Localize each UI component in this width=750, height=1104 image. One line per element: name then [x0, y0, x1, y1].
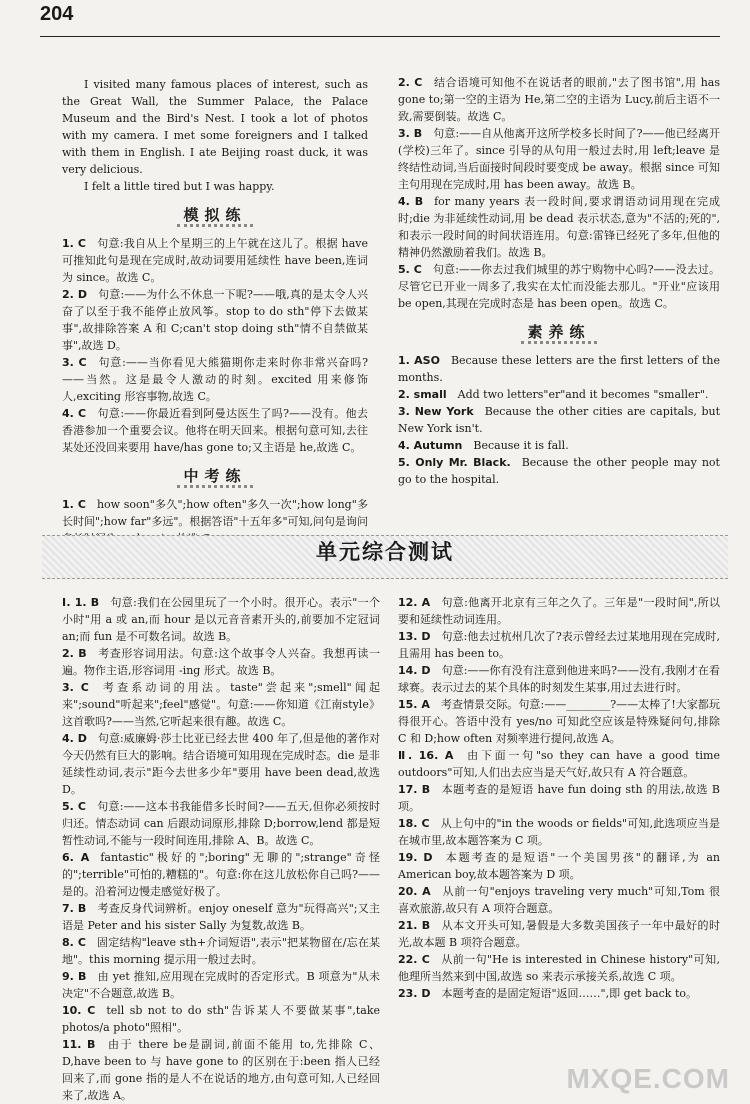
- answer-key: Ⅰ. 1. B: [62, 596, 100, 609]
- answer-key: 1. C: [62, 237, 87, 250]
- answer-explanation: Because the other cities are capitals, but New York isn't.: [398, 405, 720, 435]
- answer-item: [398, 454, 720, 488]
- answer-key: 2. small: [398, 388, 447, 401]
- answer-key: 18. C: [398, 817, 430, 830]
- answer-key: 3. C: [62, 356, 87, 369]
- answer-item: [62, 1002, 380, 1036]
- answer-explanation: 句意:他离开北京有三年之久了。三年是"一段时间",所以要和延续性动词连用。: [398, 596, 720, 626]
- answer-explanation: 句意:——这本书我能借多长时间?——五天,但你必须按时归还。情态动词 can 后跟动词原形,排除 D;borrow,lend 都是短暂性动词,不能与一段时间连用,排除 A、B。故选 C。: [62, 800, 380, 847]
- suyang-answer-list: [398, 352, 720, 488]
- answer-key: 3. New York: [398, 405, 474, 418]
- answer-key: 17. B: [398, 783, 431, 796]
- answer-explanation: 从上句中的"in the woods or fields"可知,此选项应当是在城市里,故本题答案为 C 项。: [398, 817, 720, 847]
- answer-item: [398, 74, 720, 125]
- answer-item: [398, 696, 720, 747]
- answer-key: 9. B: [62, 970, 87, 983]
- answer-item: [398, 193, 720, 261]
- page-number: 204: [40, 3, 74, 25]
- answer-explanation: 句意:——你最近看到阿曼达医生了吗?——没有。他去香港参加一个重要会议。他将在明天回来。根据句意可知,去往某处还没回来要用 have/has gone to;又主语是 he,故选 C。: [62, 407, 368, 454]
- answer-explanation: 结合语境可知他不在说话者的眼前,"去了图书馆",用 has gone to;第一空的主语为 He,第二空的主语为 Lucy,前后主语不一致,需要倒装。故选 C。: [398, 76, 720, 123]
- answer-key: 4. Autumn: [398, 439, 463, 452]
- answer-key: 6. A: [62, 851, 90, 864]
- section-title-zhongkao: 中考练: [62, 468, 368, 488]
- answer-item: [398, 815, 720, 849]
- answer-item: [62, 730, 380, 798]
- answer-key: 13. D: [398, 630, 431, 643]
- answer-key: 23. D: [398, 987, 431, 1000]
- answer-explanation: 从前一句"enjoys traveling very much"可知,Tom 很喜欢旅游,故只有 A 项符合题意。: [398, 885, 720, 915]
- answer-item: [62, 405, 368, 456]
- unit-test-title: 单元综合测试: [316, 540, 454, 564]
- answer-explanation: 句意:——你有没有注意到他进来吗?——没有,我刚才在看球赛。表示过去的某个具体的时刻发生某事,用过去进行时。: [398, 664, 720, 694]
- answer-explanation: 句意:他去过杭州几次了?表示曾经去过某地用现在完成时,且需用 has been to。: [398, 630, 720, 660]
- zhongkao-answer-list-continued: [398, 74, 720, 312]
- answer-key: 15. A: [398, 698, 430, 711]
- answer-item: [62, 1036, 380, 1104]
- answer-explanation: 从前一句"He is interested in Chinese history"可知,他理所当然来到中国,故选 so 来表示承接关系,故选 C 项。: [398, 953, 721, 983]
- answer-key: 12. A: [398, 596, 431, 609]
- answer-explanation: Add two letters"er"and it becomes "smaller".: [457, 388, 709, 401]
- answer-explanation: for many years 表一段时间,要求谓语动词用现在完成时;die 为非延续性动词,用 be dead 表示状态,意为"不活的;死的",和表示一段时间的时间状语连用。句意:雷锋已经死了多年,但他的精神仍然激励着我们。故选 B。: [398, 195, 720, 259]
- answer-explanation: 句意:威廉姆·莎士比亚已经去世 400 年了,但是他的著作对今天仍然有巨大的影响。结合语境可知用现在完成时态。die 是非延续性动词,表示"距今去世多少年"要用 have been dead,故选 D。: [62, 732, 381, 796]
- essay: [62, 76, 368, 195]
- right-column-top: [398, 74, 720, 488]
- answer-explanation: 句意:——当你看见大熊猫期你走来时你非常兴奋吗?——当然。这是最令人激动的时刻。excited 用来修饰人,exciting 形容事物,故选 C。: [62, 356, 368, 403]
- answer-item: [62, 679, 380, 730]
- answer-key: 5. C: [398, 263, 422, 276]
- answer-key: 2. C: [398, 76, 423, 89]
- answer-item: [398, 386, 720, 403]
- answer-key: 7. B: [62, 902, 87, 915]
- answer-item: [398, 917, 720, 951]
- answer-item: [62, 934, 380, 968]
- answer-explanation: how soon"多久";how often"多久一次";how long"多长时间";how far"多远"。根据答语"十五年多"可知,问句是询问: [62, 498, 369, 528]
- answer-key: 2. B: [62, 647, 87, 660]
- answer-explanation: 由 yet 推知,应用现在完成时的否定形式。B 项意为"从未决定"不合题意,故选 B。: [62, 970, 381, 1000]
- answer-explanation: 句意:——自从他离开这所学校多长时间了?——他已经离开(学校)三年了。since 引导的从句用一般过去时,用 left;leave 是终结性动词,当后面接时间段时要变成 be away。根据 since 可知主句用现在完成时,用 has been away。故选 B。: [398, 127, 721, 191]
- answer-key: 19. D: [398, 851, 433, 864]
- answer-item: [62, 849, 380, 900]
- answer-explanation: 考查反身代词辨析。enjoy oneself 意为"玩得高兴";又主语是 Peter and his sister Sally 为复数,故选 B。: [62, 902, 381, 932]
- section-title-suyang: 素养练: [398, 324, 720, 344]
- answer-explanation: 考查系动词的用法。taste"尝起来";smell"闻起来";sound"听起来";feel"感觉"。句意:——你知道《江南style》这首歌吗?——当然,它听起来很有趣。故选 C。: [62, 681, 380, 728]
- answer-item: [398, 352, 720, 386]
- answer-item: [62, 594, 380, 645]
- answer-explanation: 考查情景交际。句意:——________?——太棒了!大家都玩得很开心。答语中没有 yes/no 可知此空应该是特殊疑问句,排除 C 和 D;how often 对频率进行提问,故选 A。: [398, 698, 720, 745]
- answer-item: [398, 403, 720, 437]
- moni-answer-list: [62, 235, 368, 456]
- answer-key: 3. B: [398, 127, 423, 140]
- answer-explanation: 本题考查的是短语"一个美国男孩"的翻译,为 an American boy,故本题答案为 D 项。: [398, 851, 720, 881]
- answer-key: 2. D: [62, 288, 87, 301]
- answer-explanation: 由下面一句"so they can have a good time outdoors"可知,人们出去应当是天气好,故只有 A 符合题意。: [398, 749, 720, 779]
- answer-key: 5. C: [62, 800, 86, 813]
- watermark-logo: MXQE.COM: [566, 1063, 730, 1094]
- answer-explanation: 句意:我们在公园里玩了一个小时。很开心。表示"一个小时"用 a 或 an,而 hour 是以元音音素开头的,前要加不定冠词 an;而 fun 是不可数名词。故选 B。: [62, 596, 380, 643]
- answer-item: [62, 645, 380, 679]
- answer-explanation: 本题考查的是短语 have fun doing sth 的用法,故选 B 项。: [398, 783, 720, 813]
- answer-key: 21. B: [398, 919, 431, 932]
- test-answer-list-continued: [398, 594, 720, 1002]
- answer-key: 4. D: [62, 732, 87, 745]
- answer-item: [398, 662, 720, 696]
- answer-item: [398, 849, 720, 883]
- answer-key: 4. B: [398, 195, 424, 208]
- answer-explanation: 考查形容词用法。句意:这个故事令人兴奋。我想再读一遍。物作主语,形容词用 -ing 形式。故选 B。: [62, 647, 380, 677]
- answer-item: [398, 883, 720, 917]
- answer-key: 14. D: [398, 664, 431, 677]
- answer-key: 4. C: [62, 407, 87, 420]
- answer-item: [62, 968, 380, 1002]
- answer-item: [62, 798, 380, 849]
- answer-explanation: fantastic"极好的";boring"无聊的";strange"奇怪的";terrible"可怕的,糟糕的"。句意:你在这儿放松你自己吗?——是的。沿着河边慢走感觉好极了。: [62, 851, 380, 898]
- section-title-moni: 模拟练: [62, 207, 368, 227]
- answer-item: [398, 747, 720, 781]
- answer-explanation: 从本文开头可知,暑假是大多数美国孩子一年中最好的时光,故本题 B 项符合题意。: [398, 919, 720, 949]
- answer-item: [398, 781, 720, 815]
- answer-key: Ⅱ. 16. A: [398, 749, 454, 762]
- test-answer-list: [62, 594, 380, 1104]
- answer-explanation: tell sb not to do sth"告诉某人不要做某事",take photos/a photo"照相"。: [62, 1004, 381, 1034]
- answer-explanation: 固定结构"leave sth+介词短语",表示"把某物留在/忘在某地"。this morning 提示用一般过去时。: [62, 936, 380, 966]
- answer-explanation: 句意:我自从上个星期三的上午就在这儿了。根据 have 可推知此句是现在完成时,故动词要用延续性 have been,连词为 since。故选 C。: [62, 237, 368, 284]
- answer-item: [398, 437, 720, 454]
- test-left-column: [62, 594, 380, 1104]
- answer-explanation: 由于 there be是副词,前面不能用 to,先排除 C、D,have been to 与 have gone to 的区别在于:been 指人已经回来了,而 gone 指的是人不在说话的地方,由句意可知,人已经回来了,故选 A。: [62, 1038, 381, 1102]
- answer-key: 3. C: [62, 681, 89, 694]
- answer-key: 8. C: [62, 936, 86, 949]
- answer-item: [398, 261, 720, 312]
- answer-item: [62, 900, 380, 934]
- answer-explanation: Because these letters are the first letters of the months.: [398, 354, 721, 384]
- answer-item: [62, 354, 368, 405]
- answer-explanation: 句意:——你去过我们城里的苏宁购物中心吗?——没去过。尽管它已开业一周多了,我实在太忙而没能去那儿。"开业"应该用 be open,其现在完成时态是 has been open。故选 C。: [398, 263, 720, 310]
- answer-explanation: 本题考查的是固定短语"返回……",即 get back to。: [441, 987, 697, 1000]
- answer-explanation: 句意:——为什么不休息一下呢?——哦,真的是太令人兴奋了以至于我不能停止放风筝。stop to do sth"停下去做某事",故排除答案 A 和 C;can't stop doing sth"情不自禁做某事",故选 D。: [62, 288, 368, 352]
- answer-key: 1. C: [62, 498, 86, 511]
- left-column-top: [62, 76, 368, 547]
- answer-item: [398, 594, 720, 628]
- answer-key: 1. ASO: [398, 354, 440, 367]
- header-rule: [40, 36, 720, 37]
- answer-item: [398, 628, 720, 662]
- answer-item: [398, 951, 720, 985]
- answer-item: [62, 286, 368, 354]
- answer-item: [398, 985, 720, 1002]
- answer-key: 11. B: [62, 1038, 96, 1051]
- answer-explanation: Because the other people may not go to the hospital.: [398, 456, 720, 486]
- answer-explanation: Because it is fall.: [473, 439, 569, 452]
- answer-key: 22. C: [398, 953, 430, 966]
- essay-paragraph: I felt a little tired but I was happy.: [84, 180, 275, 193]
- answer-key: 10. C: [62, 1004, 96, 1017]
- answer-item: [62, 235, 368, 286]
- answer-key: 20. A: [398, 885, 431, 898]
- test-right-column: [398, 594, 720, 1002]
- unit-test-banner: [42, 535, 728, 579]
- answer-key: 5. Only Mr. Black.: [398, 456, 511, 469]
- essay-paragraph: I visited many famous places of interest, such as the Great Wall, the Summer Palace, the Palace Museum and the Bird's Nest. I took a lot of photos with my camera. I met some foreigners and I talked with them in English. I ate Beijing roast duck, it was very delicious.: [62, 78, 368, 176]
- answer-item: [398, 125, 720, 193]
